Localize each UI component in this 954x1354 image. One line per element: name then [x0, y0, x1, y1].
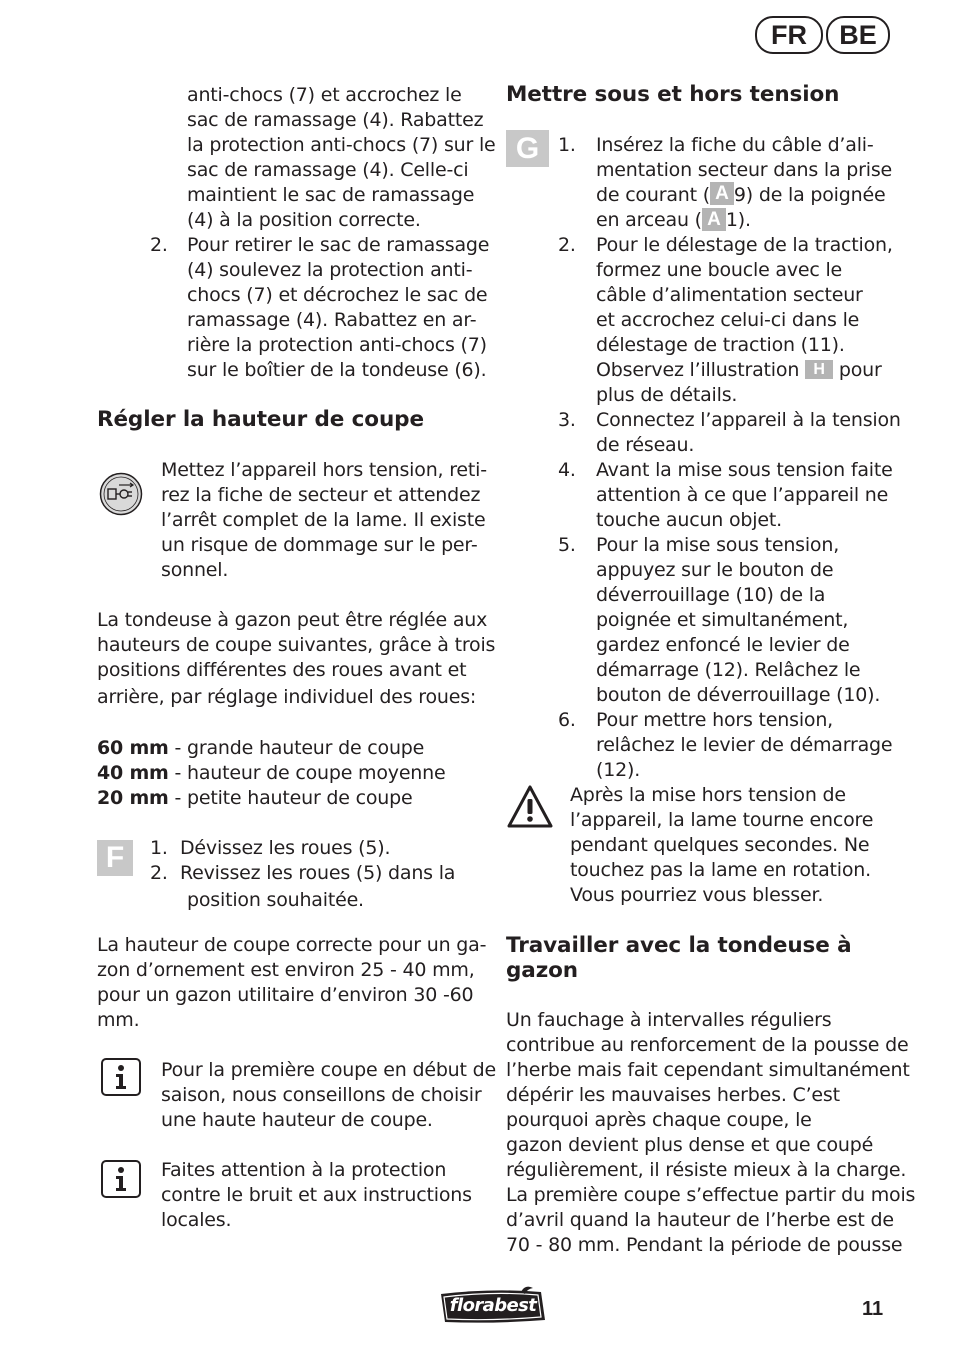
- text-line: Pour la première coupe en début de: [161, 1059, 496, 1081]
- text-line: sac de ramassage (4). Celle-ci: [187, 159, 469, 181]
- text-line: ramassage (4). Rabattez en ar-: [187, 309, 477, 331]
- text-line: gazon devient plus dense et que coupé: [506, 1134, 874, 1156]
- text-line: gardez enfoncé le levier de: [596, 634, 850, 656]
- text-line: [596, 208, 898, 233]
- text-line: de réseau.: [596, 434, 695, 456]
- text-line: (4) à la position correcte.: [187, 209, 421, 231]
- text-line: chocs (7) et décrochez le sac de: [187, 284, 488, 306]
- text-line: bouton de déverrouillage (10).: [596, 684, 881, 706]
- text-line: démarrage (12). Relâchez le: [596, 659, 861, 681]
- warning-icon: [506, 784, 554, 830]
- step-number: 2.: [558, 234, 576, 256]
- warning-note: [570, 783, 873, 908]
- intro-continuation: [187, 83, 496, 233]
- text-line: (12).: [596, 759, 641, 781]
- text-line: hauteurs de coupe suivantes, grâce à trois: [97, 634, 496, 656]
- f-step-2-text: Revissez les roues (5) dans la: [180, 862, 456, 884]
- step-number: 4.: [558, 459, 576, 481]
- heading-work: [506, 933, 852, 983]
- unplug-note: [161, 458, 487, 583]
- info-note-first-cut: [161, 1058, 496, 1133]
- text-line: une haute hauteur de coupe.: [161, 1109, 433, 1131]
- text-line: Pour le délestage de la traction,: [596, 234, 893, 256]
- f-step-2-number: 2.: [150, 862, 168, 884]
- step-4: [558, 458, 898, 533]
- text-line: rière la protection anti-chocs (7): [187, 334, 487, 356]
- text-line: Après la mise hors tension de: [570, 784, 846, 806]
- florabest-logo: [437, 1286, 549, 1326]
- text-line: formez une boucle avec le: [596, 259, 843, 281]
- text-line: 70 - 80 mm. Pendant la période de pousse: [506, 1234, 903, 1256]
- text-line: anti-chocs (7) et accrochez le: [187, 84, 462, 106]
- heading-power: Mettre sous et hors tension: [506, 82, 840, 107]
- step-6: [558, 708, 898, 783]
- text-line: Pour mettre hors tension,: [596, 709, 833, 731]
- text-line: Mettez l’appareil hors tension, reti-: [161, 459, 487, 481]
- text-line: poignée et simultanément,: [596, 609, 849, 631]
- step-number: 1.: [558, 134, 576, 156]
- figure-ref-g: G: [506, 130, 549, 167]
- step-2-number: 2.: [150, 234, 168, 256]
- figure-ref-f: F: [97, 840, 133, 876]
- height-value: 60 mm: [97, 737, 169, 759]
- text-line: saison, nous conseillons de choisir: [161, 1084, 482, 1106]
- text-line: et accrochez celui-ci dans le: [596, 309, 860, 331]
- text-line: l’arrêt complet de la lame. Il existe: [161, 509, 486, 531]
- text-line: l’herbe mais fait cependant simultanément: [506, 1059, 910, 1081]
- step-2: [558, 233, 898, 408]
- text-line: (4) soulevez la protection anti-: [187, 259, 473, 281]
- text-line: zon d’ornement est environ 25 - 40 mm,: [97, 959, 475, 981]
- text-line: mentation secteur dans la prise: [596, 159, 893, 181]
- text-line: Faites attention à la protection: [161, 1159, 447, 1181]
- height-desc: - grande hauteur de coupe: [168, 737, 425, 759]
- text-line: d’avril quand la hauteur de l’herbe est de: [506, 1209, 894, 1231]
- f-step-1-number: 1.: [150, 837, 168, 859]
- paragraph-correct-height: [97, 933, 486, 1033]
- step-3: [558, 408, 901, 458]
- step-5: [558, 533, 898, 708]
- text-line: attention à ce que l’appareil ne: [596, 484, 889, 506]
- text-line: Pour retirer le sac de ramassage: [187, 234, 490, 256]
- text-line: l’appareil, la lame tourne encore: [570, 809, 874, 831]
- text-line: contre le bruit et aux instructions: [161, 1184, 472, 1206]
- text-line: mm.: [97, 1009, 140, 1031]
- step-1: [558, 133, 898, 233]
- text-line: sonnel.: [161, 559, 229, 581]
- lang-badge-fr: FR: [755, 16, 823, 54]
- unplug-icon: [99, 472, 143, 516]
- text-line: [596, 183, 898, 208]
- text-line: pendant quelques secondes. Ne: [570, 834, 870, 856]
- heading-line: Travailler avec la tondeuse à: [506, 933, 852, 958]
- text-line: relâchez le levier de démarrage: [596, 734, 893, 756]
- step-2-text: [187, 233, 489, 383]
- step-number: 6.: [558, 709, 576, 731]
- text-line: Avant la mise sous tension faite: [596, 459, 893, 481]
- f-step-2-continuation: position souhaitée.: [187, 889, 364, 911]
- height-desc: - hauteur de coupe moyenne: [168, 762, 446, 784]
- text-line: locales.: [161, 1209, 232, 1231]
- text-line: un risque de dommage sur le per-: [161, 534, 478, 556]
- paragraph-heights: [97, 608, 495, 710]
- height-item: [97, 761, 445, 786]
- text-line: pourquoi après chaque coupe, le: [506, 1109, 812, 1131]
- height-list: [97, 736, 445, 811]
- text-line: appuyez sur le bouton de: [596, 559, 834, 581]
- text-line: la protection anti-chocs (7) sur le: [187, 134, 496, 156]
- lang-badge-be: BE: [826, 16, 890, 54]
- info-note-noise: [161, 1158, 472, 1233]
- power-steps: [558, 133, 901, 783]
- heading-line: gazon: [506, 958, 578, 983]
- text-line: contribue au renforcement de la pousse de: [506, 1034, 909, 1056]
- text-fragment: pour: [838, 359, 882, 381]
- logo-text: florabest: [449, 1295, 537, 1316]
- text-fragment: Observez l’illustration: [596, 359, 800, 381]
- step-number: 3.: [558, 409, 576, 431]
- text-line: pour un gazon utilitaire d’environ 30 -60: [97, 984, 474, 1006]
- heading-cutting-height: Régler la hauteur de coupe: [97, 407, 424, 432]
- text-line: La première coupe s’effectue partir du mois: [506, 1184, 916, 1206]
- text-line: maintient le sac de ramassage: [187, 184, 475, 206]
- text-line: déverrouillage (10) de la: [596, 584, 826, 606]
- text-line: Pour la mise sous tension,: [596, 534, 840, 556]
- text-line: La tondeuse à gazon peut être réglée aux: [97, 609, 488, 631]
- text-line: régulièrement, il résiste mieux à la charge.: [506, 1159, 907, 1181]
- text-line: touche aucun objet.: [596, 509, 782, 531]
- text-line: sur le boîtier de la tondeuse (6).: [187, 359, 487, 381]
- text-line: câble d’alimentation secteur: [596, 284, 863, 306]
- text-line: La hauteur de coupe correcte pour un ga-: [97, 934, 487, 956]
- height-item: [97, 736, 445, 761]
- text-line: plus de détails.: [596, 384, 738, 406]
- text-line: Un fauchage à intervalles réguliers: [506, 1009, 832, 1031]
- text-line: Connectez l’appareil à la tension: [596, 409, 901, 431]
- figure-ref-h: H: [805, 360, 833, 379]
- text-line: touchez pas la lame en rotation.: [570, 859, 871, 881]
- text-line: positions différentes des roues avant et: [97, 659, 467, 681]
- text-line: [596, 358, 898, 383]
- height-desc: - petite hauteur de coupe: [168, 787, 413, 809]
- page-number: 11: [862, 1298, 884, 1320]
- height-value: 20 mm: [97, 787, 169, 809]
- figure-ref-a: A: [702, 208, 726, 231]
- text-fragment: en arceau (: [596, 209, 702, 231]
- figure-ref-a: A: [710, 182, 734, 205]
- text-line: rez la fiche de secteur et attendez: [161, 484, 481, 506]
- height-value: 40 mm: [97, 762, 169, 784]
- text-fragment: 1).: [725, 209, 751, 231]
- text-fragment: 9) de la poignée: [733, 184, 886, 206]
- f-step-1-text: Dévissez les roues (5).: [180, 837, 391, 859]
- text-line: Insérez la fiche du câble d’ali-: [596, 134, 874, 156]
- text-fragment: de courant (: [596, 184, 710, 206]
- info-icon: [101, 1160, 141, 1198]
- text-line: sac de ramassage (4). Rabattez: [187, 109, 484, 131]
- text-line: arrière, par réglage individuel des roues:: [97, 686, 477, 708]
- text-line: dépérir les mauvaises herbes. C’est: [506, 1084, 840, 1106]
- info-icon: [101, 1058, 141, 1096]
- text-line: Vous pourriez vous blesser.: [570, 884, 824, 906]
- step-number: 5.: [558, 534, 576, 556]
- text-line: délestage de traction (11).: [596, 334, 845, 356]
- paragraph-work: [506, 1008, 915, 1258]
- height-item: [97, 786, 445, 811]
